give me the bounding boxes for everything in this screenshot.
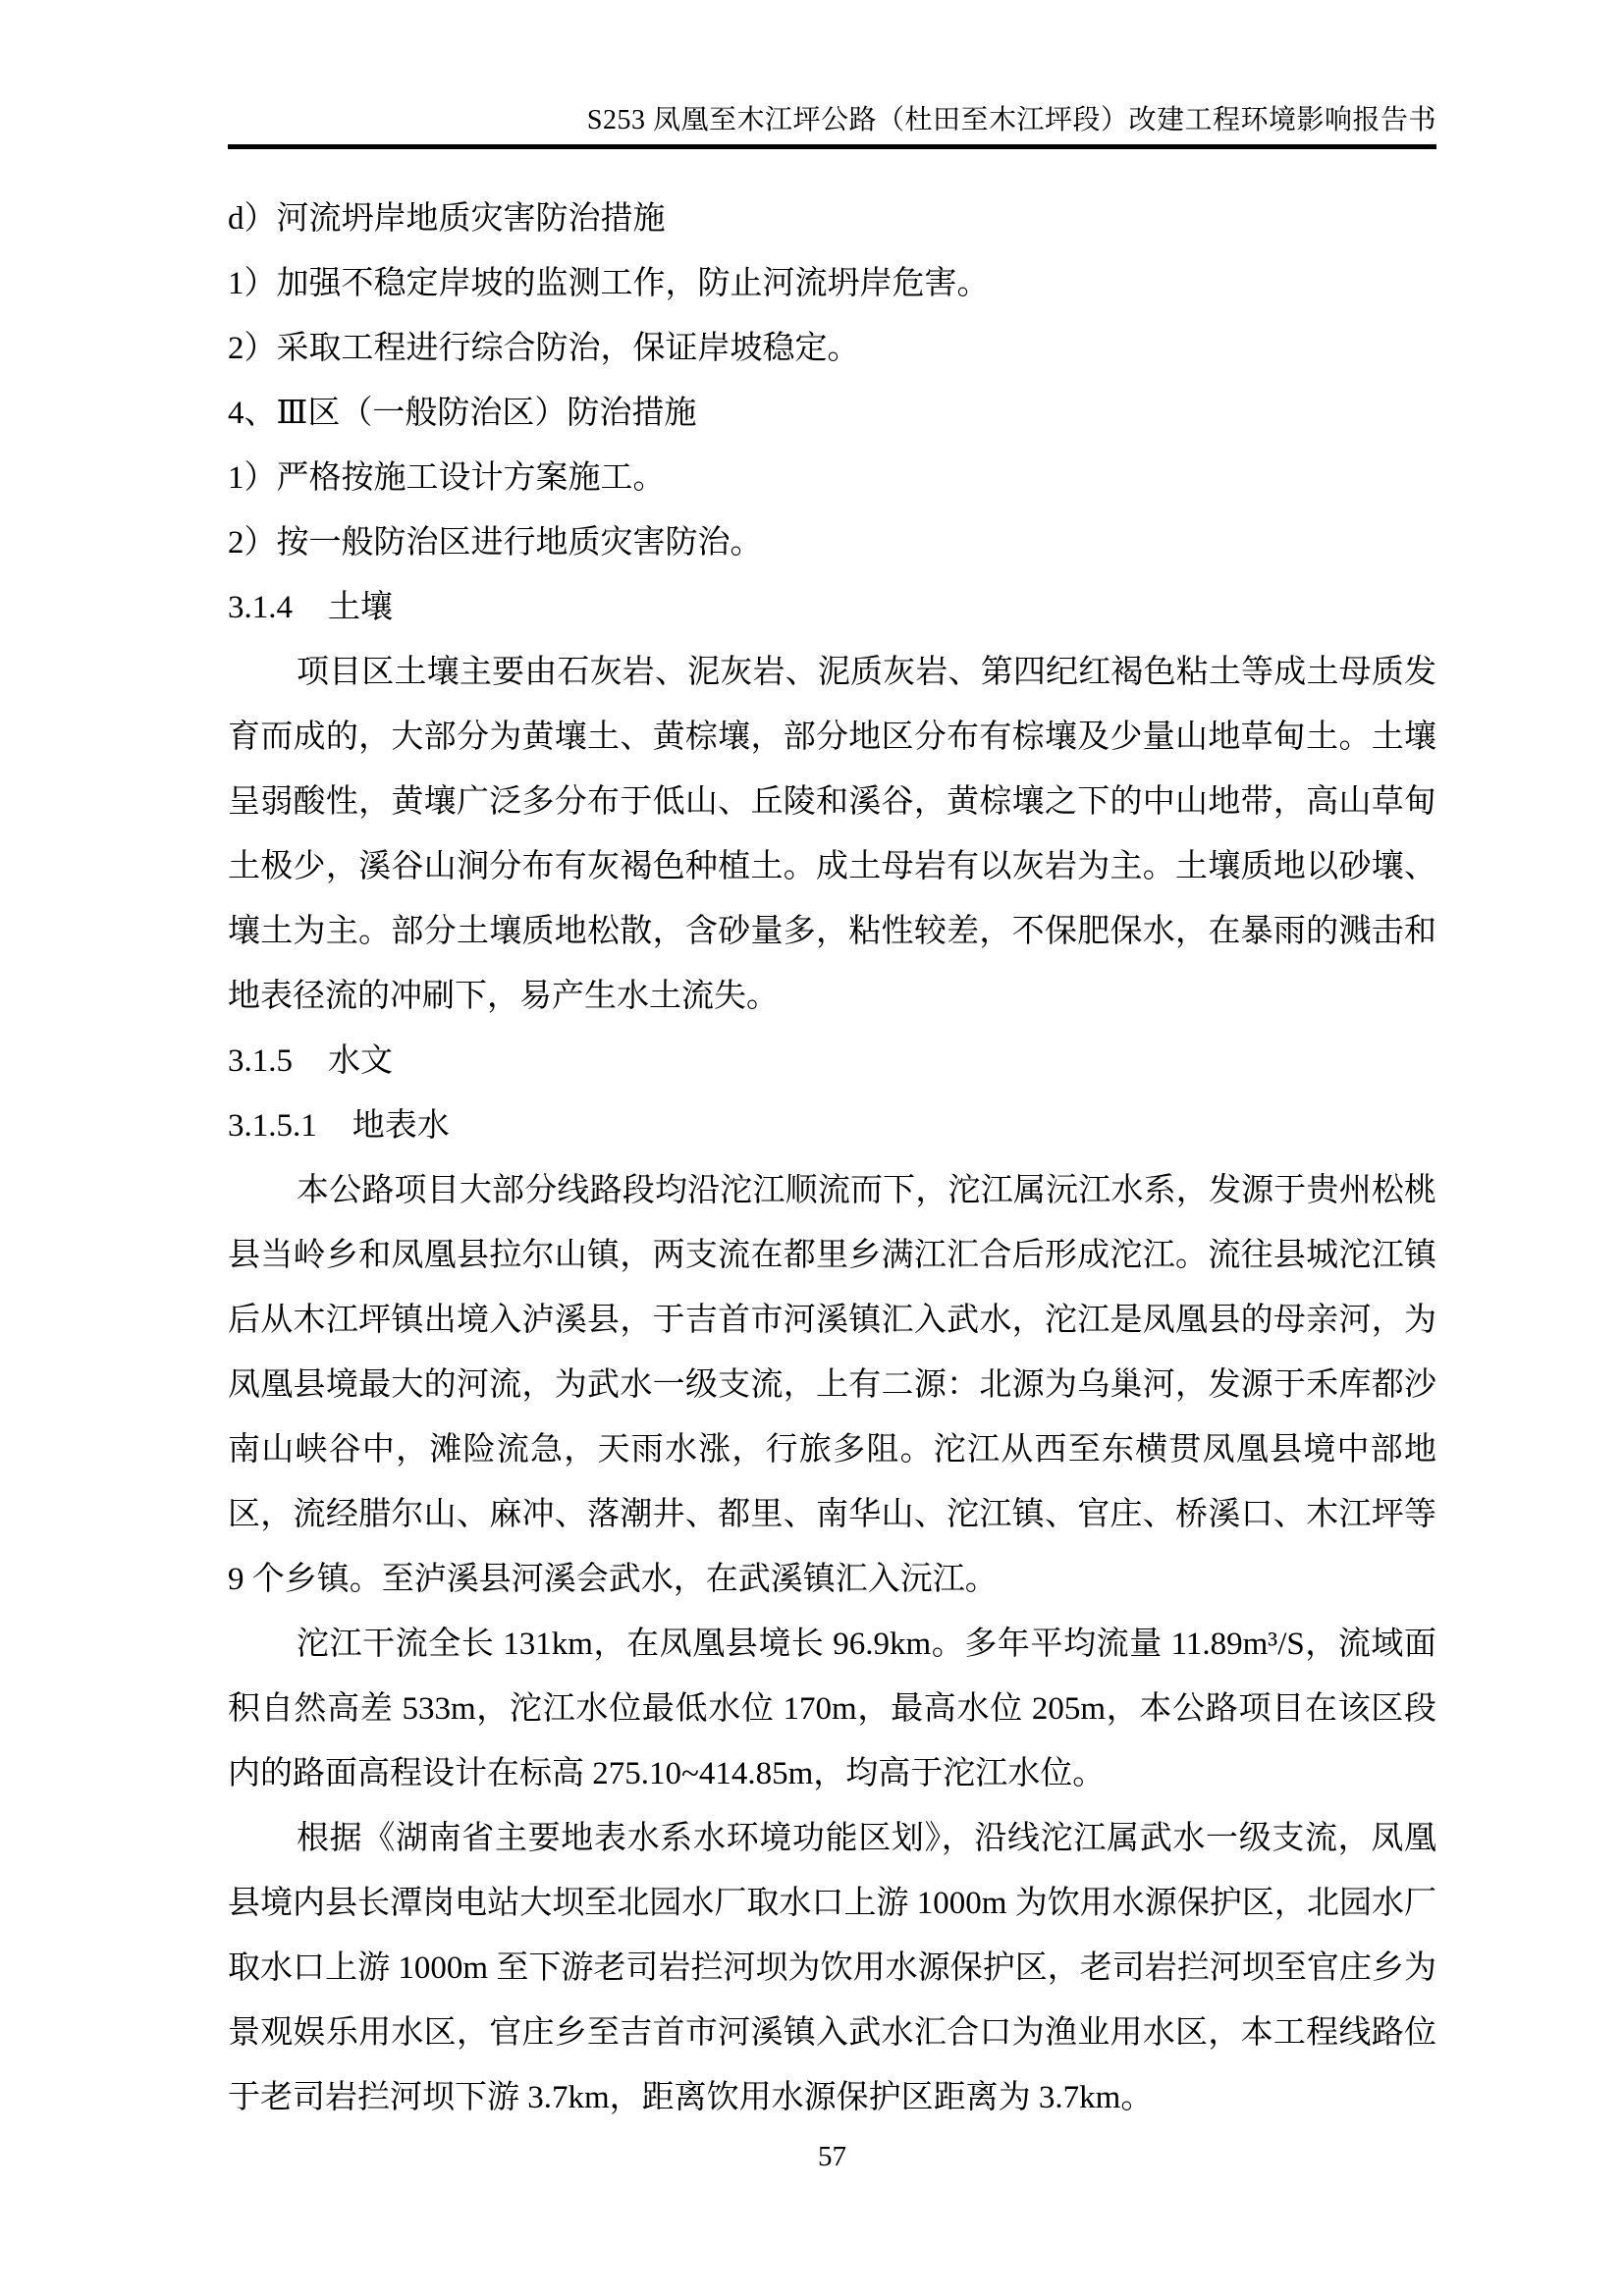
section-number: 3.1.5.1 — [228, 1108, 317, 1144]
list-item-1a: 1）加强不稳定岸坡的监测工作，防止河流坍岸危害。 — [228, 266, 990, 301]
list-item-d: d）河流坍岸地质灾害防治措施 — [228, 201, 666, 237]
list-item-1b: 1）严格按施工设计方案施工。 — [228, 460, 666, 496]
paragraph-surface-water-3: 根据《湖南省主要地表水系水环境功能区划》，沿线沱江属武水一级支流，凤凰县境内县长潭岗电站大坝至北园水厂取水口上游 1000m 为饮用水源保护区，北园水厂取水口上游 1000m 至下游老司岩拦河坝为饮用水源保护区，老司岩拦河坝至官庄乡为景观娱乐用水区，官庄乡至吉首市河溪镇入武水汇合口为渔业用水区，本工程线路位于老司岩拦河坝下游 3.7km，距离饮用水源保护区距离为 3.7km。 — [228, 1821, 1436, 2115]
section-heading-3-1-5 — [228, 1029, 1436, 1094]
section-title: 水文 — [328, 1043, 393, 1079]
list-item-4: 4、Ⅲ区（一般防治区）防治措施 — [228, 396, 697, 431]
page-number: 57 — [818, 2141, 846, 2172]
section-title: 地表水 — [352, 1108, 450, 1144]
section-heading-3-1-5-1 — [228, 1094, 1436, 1158]
page-header-title: S253 凤凰至木江坪公路（杜田至木江坪段）改建工程环境影响报告书 — [586, 105, 1436, 135]
paragraph-surface-water-2: 沱江干流全长 131km，在凤凰县境长 96.9km。多年平均流量 11.89m³/S，流域面积自然高差 533m，沱江水位最低水位 170m，最高水位 205m，本公路项目在该区段内的路面高程设计在标高 275.10~414.85m，均高于沱江水位。 — [228, 1627, 1436, 1791]
section-number: 3.1.5 — [228, 1043, 293, 1079]
page-footer — [228, 2140, 1436, 2173]
section-number: 3.1.4 — [228, 590, 293, 625]
paragraph-soil: 项目区土壤主要由石灰岩、泥灰岩、泥质灰岩、第四纪红褐色粘土等成土母质发育而成的，大部分为黄壤土、黄棕壤，部分地区分布有棕壤及少量山地草甸土。土壤呈弱酸性，黄壤广泛多分布于低山、丘陵和溪谷，黄棕壤之下的中山地带，高山草甸土极少，溪谷山涧分布有灰褐色种植土。成土母岩有以灰岩为主。土壤质地以砂壤、壤土为主。部分土壤质地松散，含砂量多，粘性较差，不保肥保水，在暴雨的溅击和地表径流的冲刷下，易产生水土流失。 — [228, 655, 1436, 1014]
document-body — [228, 187, 1436, 2130]
header-rule — [228, 144, 1436, 149]
section-heading-3-1-4 — [228, 575, 1436, 640]
page-header — [228, 104, 1436, 137]
list-item-2a: 2）采取工程进行综合防治，保证岸坡稳定。 — [228, 331, 860, 366]
paragraph-surface-water-1: 本公路项目大部分线路段均沿沱江顺流而下，沱江属沅江水系，发源于贵州松桃县当岭乡和凤凰县拉尔山镇，两支流在都里乡满江汇合后形成沱江。流往县城沱江镇后从木江坪镇出境入泸溪县，于吉首市河溪镇汇入武水，沱江是凤凰县的母亲河，为凤凰县境最大的河流，为武水一级支流，上有二源：北源为乌巢河，发源于禾库都沙南山峡谷中，滩险流急，天雨水涨，行旅多阻。沱江从西至东横贯凤凰县境中部地区，流经腊尔山、麻冲、落潮井、都里、南华山、沱江镇、官庄、桥溪口、木江坪等 9 个乡镇。至泸溪县河溪会武水，在武溪镇汇入沅江。 — [228, 1173, 1436, 1597]
section-title: 土壤 — [328, 590, 393, 625]
list-item-2b: 2）按一般防治区进行地质灾害防治。 — [228, 525, 763, 561]
